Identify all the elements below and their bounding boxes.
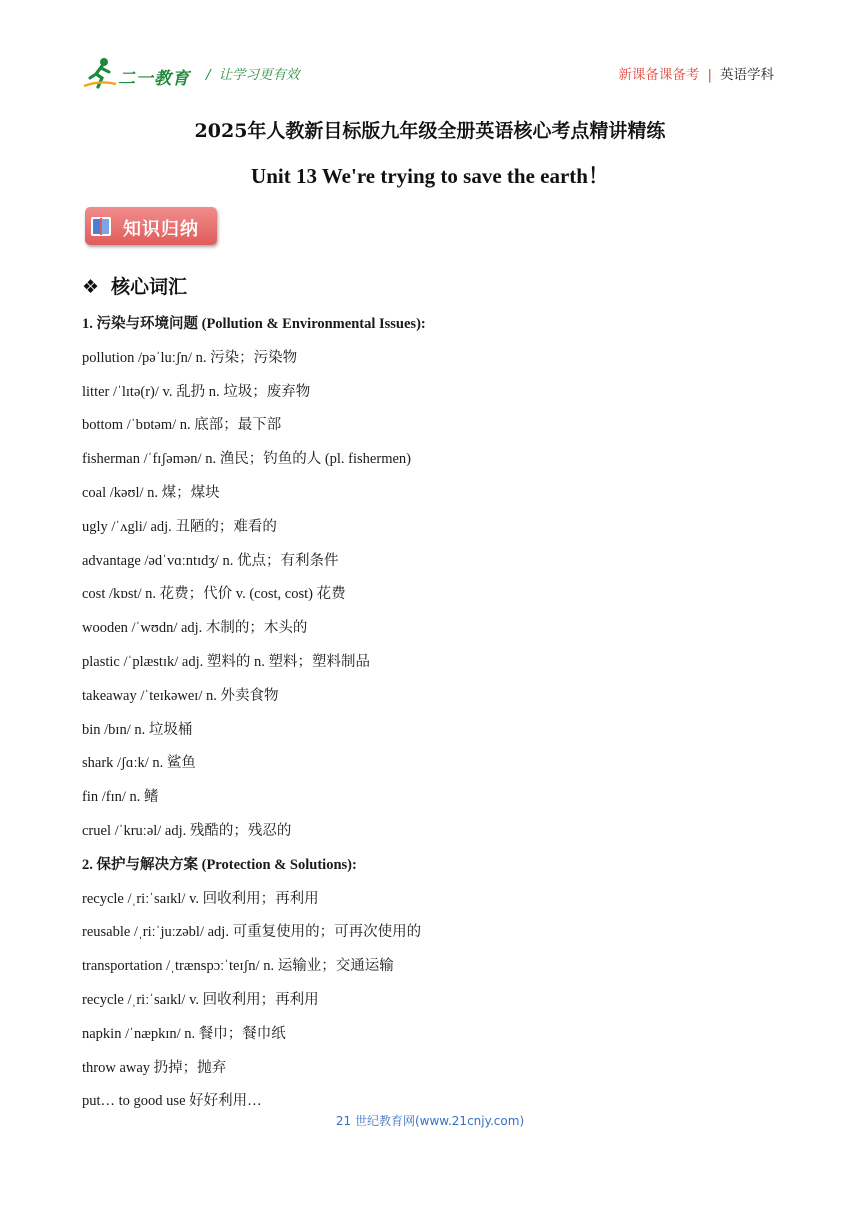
vocab-entry: bin /bɪn/ n. 垃圾桶 [82, 721, 193, 738]
vocab-entry: wooden /ˈwʊdn/ adj. 木制的；木头的 [82, 620, 308, 637]
page-footer: 21 世纪教育网(www.21cnjy.com) [335, 1114, 525, 1128]
document-title: 2025年人教新目标版九年级全册英语核心考点精讲精练 [194, 120, 666, 142]
slogan: / 让学习更有效 [206, 67, 300, 83]
knowledge-badge [85, 207, 217, 245]
vocab-entry: ugly /ˈʌgli/ adj. 丑陋的；难看的 [82, 518, 277, 535]
subheading: 1. 污染与环境问题 (Pollution & Environmental Issues): [82, 316, 426, 332]
vocab-entry: cruel /ˈkruːəl/ adj. 残酷的；残忍的 [82, 822, 292, 839]
vocabulary-list [82, 314, 782, 1125]
vocab-entry: reusable /ˌriːˈjuːzəbl/ adj. 可重复使用的；可再次使用的 [82, 924, 422, 941]
unit-title: Unit 13 We're trying to save the earth！ [251, 164, 609, 188]
prep-label: 新课备课备考 [618, 67, 700, 83]
vocab-entry: bottom /ˈbɒtəm/ n. 底部；最下部 [82, 417, 282, 434]
vocab-entry: transportation /ˌtrænspɔːˈteɪʃn/ n. 运输业；交通运输 [82, 958, 394, 975]
section-heading [82, 272, 187, 299]
vocab-entry: recycle /ˌriːˈsaɪkl/ v. 回收利用；再利用 [82, 991, 319, 1008]
badge-label: 知识归纳 [123, 219, 199, 240]
vocab-entry: pollution /pəˈluːʃn/ n. 污染；污染物 [82, 349, 298, 366]
page-header [82, 56, 774, 90]
section-title: 核心词汇 [111, 276, 188, 298]
vocab-entry: napkin /ˈnæpkɪn/ n. 餐巾；餐巾纸 [82, 1025, 286, 1042]
vocab-entry: shark /ʃɑːk/ n. 鲨鱼 [82, 755, 196, 772]
diamond-bullet-icon: ❖ [82, 276, 100, 298]
vocab-entry: coal /kəʊl/ n. 煤；煤块 [82, 484, 220, 501]
vocab-entry: throw away 扔掉；抛弃 [82, 1059, 227, 1076]
vocab-entry: fin /fɪn/ n. 鳍 [82, 789, 159, 806]
vocab-entry: cost /kɒst/ n. 花费；代价 v. (cost, cost) 花费 [82, 586, 346, 603]
subheading: 2. 保护与解决方案 (Protection & Solutions): [82, 856, 357, 873]
vocab-entry: put… to good use 好好利用… [82, 1093, 262, 1110]
vocab-entry: advantage /ədˈvɑːntɪdʒ/ n. 优点；有利条件 [82, 552, 339, 569]
vocab-entry: takeaway /ˈteɪkəweɪ/ n. 外卖食物 [82, 687, 279, 704]
logo-text: 二一教育 [118, 69, 190, 89]
runner-logo-icon [82, 56, 118, 90]
vocab-entry: litter /ˈlɪtə(r)/ v. 乱扔 n. 垃圾；废弃物 [82, 383, 311, 400]
logo [82, 56, 194, 90]
vocab-entry: recycle /ˌriːˈsaɪkl/ v. 回收利用；再利用 [82, 890, 319, 907]
divider: | [707, 67, 712, 83]
header-right [618, 63, 774, 83]
vocab-entry: fisherman /ˈfɪʃəmən/ n. 渔民；钓鱼的人 (pl. fishermen) [82, 451, 411, 468]
subject-label: 英语学科 [720, 67, 774, 83]
book-icon [90, 214, 112, 238]
vocab-entry: plastic /ˈplæstɪk/ adj. 塑料的 n. 塑料；塑料制品 [82, 653, 370, 670]
slogan-text: 让学习更有效 [218, 67, 300, 83]
